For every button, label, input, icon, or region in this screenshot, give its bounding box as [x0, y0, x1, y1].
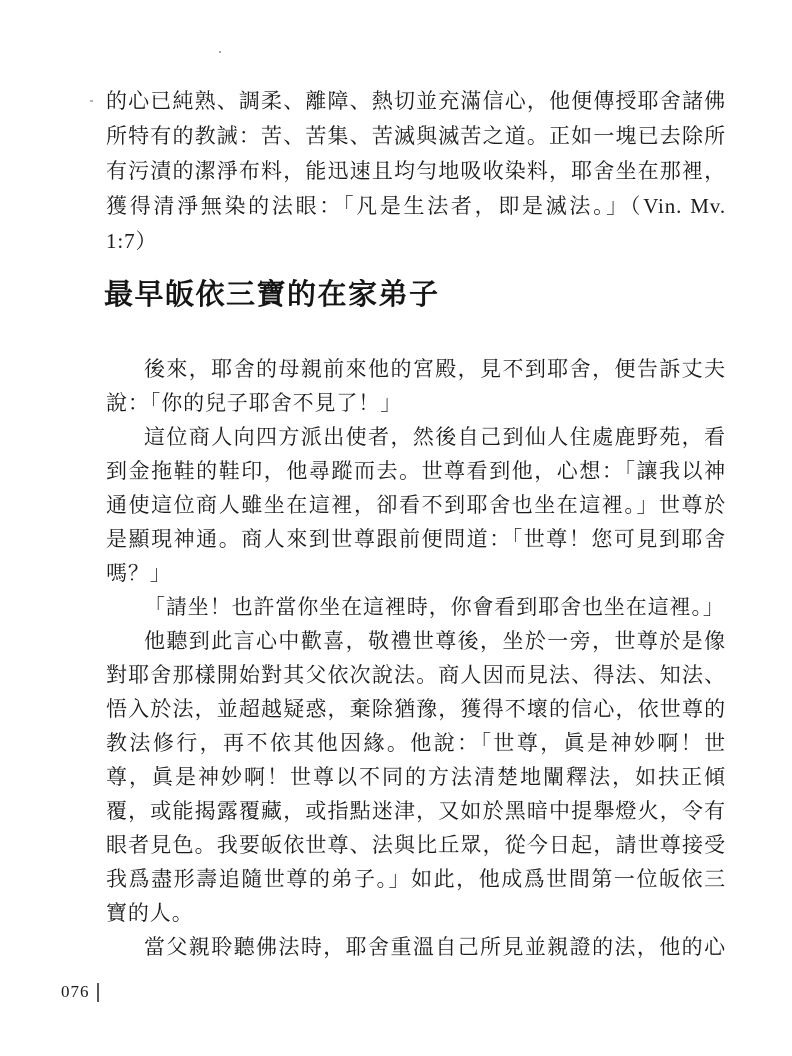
section-heading: 最早皈依三寶的在家弟子	[104, 279, 440, 311]
body-paragraphs	[106, 352, 726, 964]
text-line: 悟入於法，並超越疑惑，棄除猶豫，獲得不壞的信心，依世尊的	[106, 697, 726, 721]
text-line: 說：「你的兒子耶舍不見了！」	[106, 391, 403, 415]
paragraph	[106, 624, 726, 930]
text-line: 他聽到此言心中歡喜，敬禮世尊後，坐於一旁，世尊於是像	[144, 629, 726, 653]
paragraph	[106, 420, 726, 590]
page-number: 076	[61, 982, 90, 1001]
text-line: 覆，或能揭露覆藏，或指點迷津，又如於黑暗中提舉燈火，令有	[106, 799, 726, 823]
text-line: 眼者見色。我要皈依世尊、法與比丘眾，從今日起，請世尊接受	[106, 833, 726, 857]
paragraph	[106, 590, 726, 624]
paragraph-continuation	[106, 84, 726, 259]
text-line: 是顯現神通。商人來到世尊跟前便問道：「世尊！您可見到耶舍	[106, 527, 726, 551]
text-line: 到金拖鞋的鞋印，他尋蹤而去。世尊看到他，心想：「讓我以神	[106, 459, 726, 483]
page-footer	[61, 982, 99, 1002]
scan-artifact-speck	[90, 100, 93, 102]
text-line: 後來，耶舍的母親前來他的宮殿，見不到耶舍，便告訴丈夫	[144, 357, 726, 381]
text-line: 這位商人向四方派出使者，然後自己到仙人住處鹿野苑，看	[144, 425, 726, 449]
text-line: 教法修行，再不依其他因緣。他說：「世尊，眞是神妙啊！世	[106, 731, 726, 755]
text-line: 有污漬的潔淨布料，能迅速且均勻地吸收染料，耶舍坐在那裡，	[106, 159, 726, 183]
paragraph	[106, 352, 726, 420]
text-line: 嗎？」	[106, 561, 172, 585]
text-line: 「請坐！也許當你坐在這裡時，你會看到耶舍也坐在這裡。」	[144, 595, 725, 619]
scan-artifact-dot	[219, 51, 221, 53]
text-line: 尊，眞是神妙啊！世尊以不同的方法清楚地闡釋法，如扶正傾	[106, 765, 726, 789]
text-line: 寶的人。	[106, 901, 194, 925]
paragraph	[106, 930, 726, 964]
text-line: 當父親聆聽佛法時，耶舍重溫自己所見並親證的法，他的心	[144, 935, 726, 959]
text-line: 對耶舍那樣開始對其父依次說法。商人因而見法、得法、知法、	[106, 663, 726, 687]
text-line: 我爲盡形壽追隨世尊的弟子。」如此，他成爲世間第一位皈依三	[106, 867, 726, 891]
text-line: 所特有的教誡：苦、苦集、苦滅與滅苦之道。正如一塊已去除所	[106, 124, 726, 148]
text-line: 的心已純熟、調柔、離障、熱切並充滿信心，他便傳授耶舍諸佛	[106, 89, 726, 113]
text-line: 通使這位商人雖坐在這裡，卻看不到耶舍也坐在這裡。」世尊於	[106, 493, 726, 517]
text-line: 1:7）	[106, 229, 158, 253]
text-line: 獲得清淨無染的法眼：「凡是生法者，即是滅法。」（Vin. Mv.	[106, 194, 726, 218]
page-number-divider	[97, 983, 99, 1002]
